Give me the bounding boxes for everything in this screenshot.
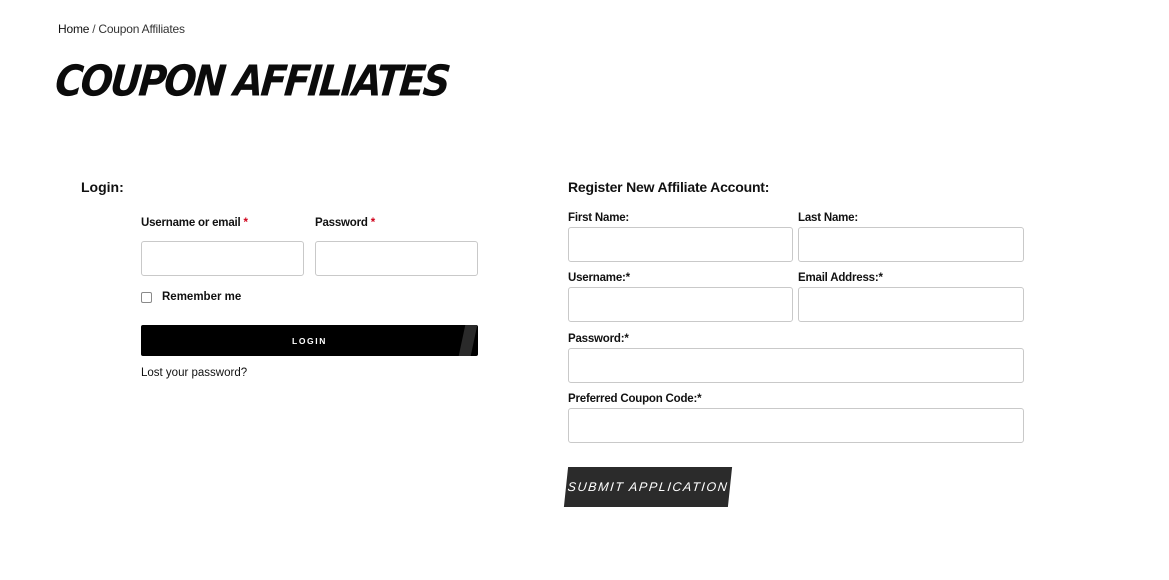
required-mark: * (370, 217, 376, 229)
first-name-label: First Name: (568, 212, 630, 224)
password-label (315, 217, 375, 229)
coupon-code-input[interactable] (568, 408, 1024, 443)
breadcrumb-current: Coupon Affiliates (98, 22, 185, 36)
register-heading: Register New Affiliate Account: (568, 179, 770, 195)
submit-application-button[interactable]: SUBMIT APPLICATION (564, 467, 732, 507)
breadcrumb-home-link[interactable]: Home (58, 22, 90, 36)
lost-password-link[interactable]: Lost your password? (141, 367, 248, 379)
remember-me-checkbox[interactable] (141, 292, 152, 303)
breadcrumb-separator: / (92, 22, 96, 36)
coupon-code-label: Preferred Coupon Code:* (568, 393, 702, 405)
page-title: COUPON AFFILIATES (53, 56, 451, 106)
register-username-input[interactable] (568, 287, 793, 322)
login-button-label: LOGIN (292, 335, 327, 346)
username-label (141, 217, 248, 229)
remember-me[interactable] (141, 291, 241, 303)
email-input[interactable] (798, 287, 1024, 322)
last-name-label: Last Name: (798, 212, 858, 224)
register-password-input[interactable] (568, 348, 1024, 383)
last-name-input[interactable] (798, 227, 1024, 262)
username-label-text: Username or email (141, 217, 241, 229)
register-password-label: Password:* (568, 333, 629, 345)
remember-me-label[interactable]: Remember me (162, 291, 242, 303)
register-username-label: Username:* (568, 272, 630, 284)
login-password-input[interactable] (315, 241, 478, 276)
required-mark: * (243, 217, 248, 229)
login-button[interactable] (141, 325, 478, 356)
first-name-input[interactable] (568, 227, 793, 262)
login-username-input[interactable] (141, 241, 304, 276)
login-heading: Login: (81, 179, 124, 195)
email-label: Email Address:* (798, 272, 883, 284)
breadcrumb (58, 22, 185, 36)
password-label-text: Password (315, 217, 368, 229)
login-button-gloss (459, 325, 478, 356)
